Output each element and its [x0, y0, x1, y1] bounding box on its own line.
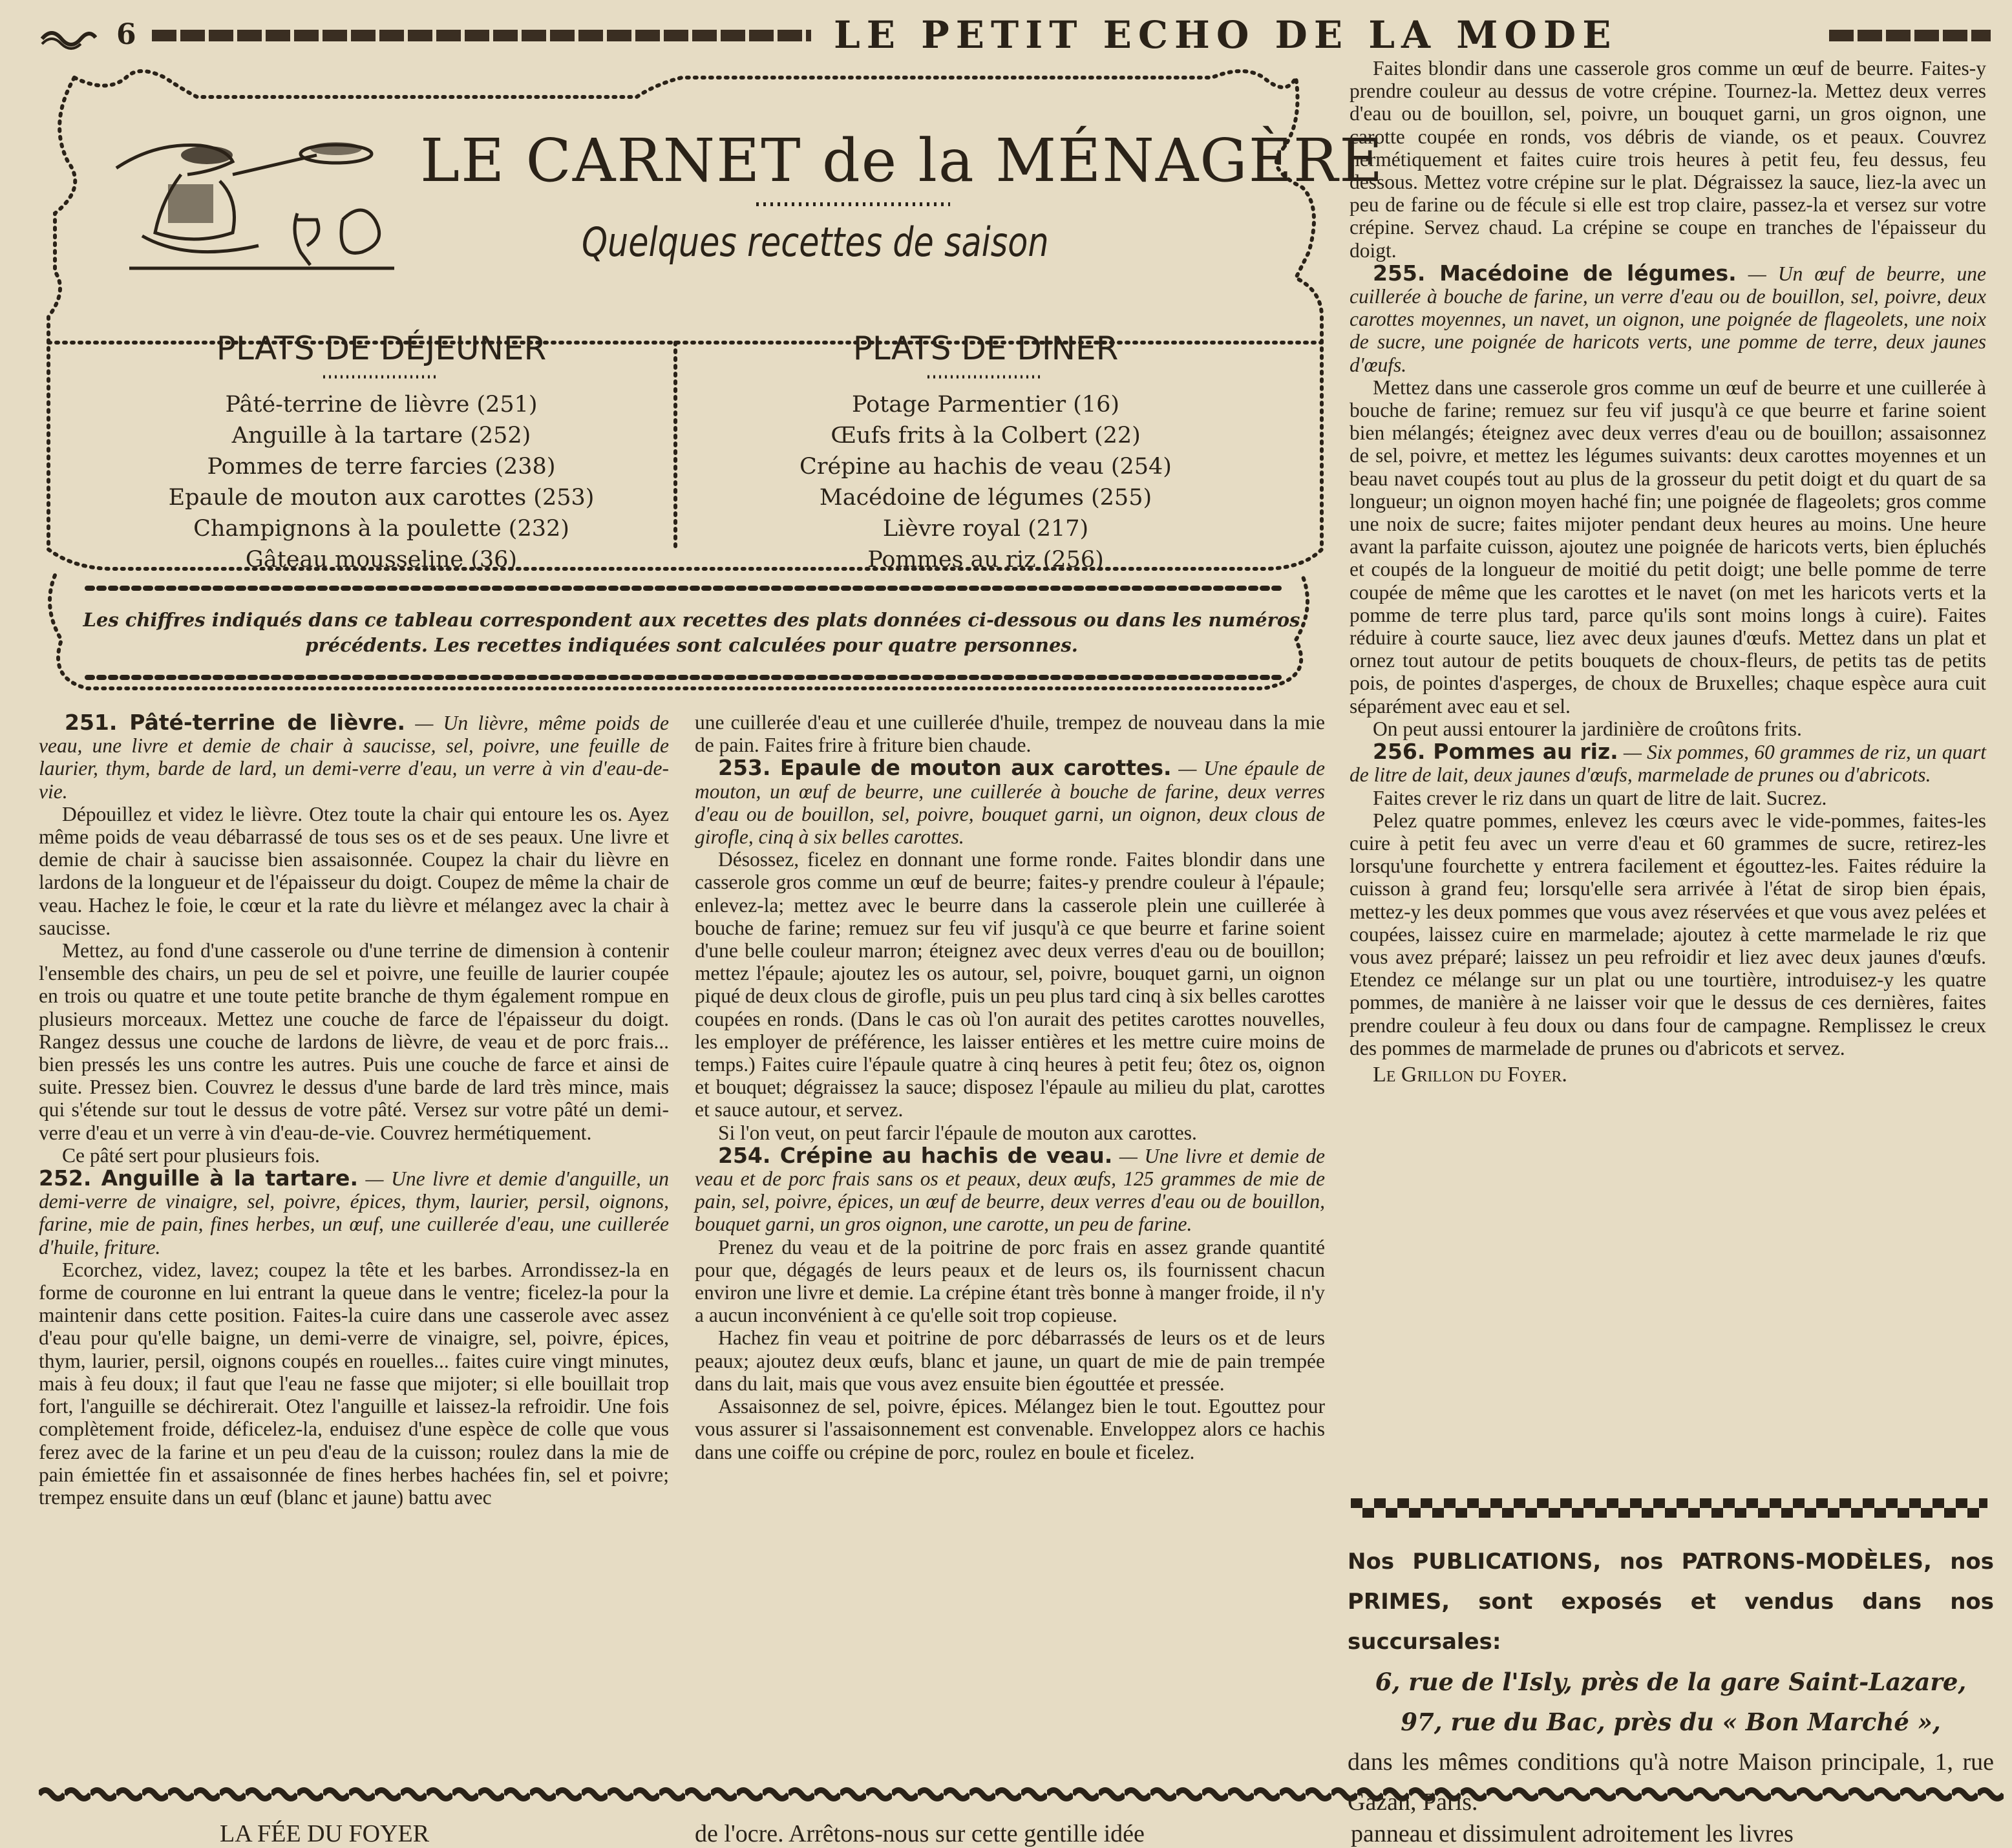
recipe-paragraph: Dépouillez et videz le lièvre. Otez toute la chair qui entoure les os. Ayez même poids de veau débarrassé de tous ses os et de ses peaux. Une livre et demie de chair à saucisse bien assaisonnée. Coupez la chair du lièvre en lardons de la longueur et de l'épaisseur du doigt. Coupez de même la chair de veau. Hachez le foie, le cœur et la rate du lièvre et mélangez avec la chair à saucisse. [39, 802, 669, 939]
menu-item: Pâté-terrine de lièvre (251) [225, 392, 538, 418]
recipe-paragraph: Faites crever le riz dans un quart de litre de lait. Sucrez. [1373, 786, 1827, 809]
recipe-paragraph: une cuillerée d'eau et une cuillerée d'huile, trempez de nouveau dans la mie de pain. Faites frire à friture bien chaude. [695, 711, 1325, 757]
dejeuner-list [65, 389, 698, 575]
recipe-title: 253. Epaule de mouton aux carottes. [718, 755, 1172, 781]
recipe-ingredients: — Une épaule de mouton, un œuf de beurre, une cuillerée à bouche de farine, deux verres d'eau ou de bouillon, sel, poivre, bouquet garni, un oignon, deux clous de girofle, cinq à six belles carottes. [695, 757, 1325, 849]
menu-item: Lièvre royal (217) [882, 516, 1089, 542]
recipe-title: 254. Crépine au hachis de veau. [718, 1142, 1113, 1168]
menu-item: Gâteau mousseline (36) [245, 547, 518, 573]
footer-wave-border [39, 1786, 2004, 1803]
checker-rule [1351, 1498, 1987, 1518]
recipe-title: 252. Anguille à la tartare. [39, 1165, 358, 1191]
recipe-paragraph: Désossez, ficelez en donnant une forme ronde. Faites blondir dans une casserole gros comme un œuf de beurre; faites-y prendre couleur à l'épaule; enlevez-la; mettez avec le beurre dans la casserole plein une cuillerée à bouche de farine; remuez sur feu vif jusqu'à ce que beurre et farine soient d'une belle couleur marron; éteignez avec deux verres d'eau ou de bouillon; mettez l'épaule; ajoutez les os autour, sel, poivre, bouquet garni, un oignon piqué de deux clous de girofle, puis un peu plus tard cinq à six belles carottes coupées en ronds. (Dans le cas où l'on aurait des petites carottes nouvelles, les employer de préférence, les laisser entières et les mettre cuire moins de temps.) Faites cuire l'épaule quatre à cinq heures à petit feu; ôtez os, oignon et bouquet; dégraissez la sauce; disposez l'épaule au milieu du plat, carottes et sauce autour, et servez. [695, 848, 1325, 1121]
carnet-subtitle: Quelques recettes de saison [582, 218, 1049, 266]
recipe-paragraph: Ecorchez, videz, lavez; coupez la tête et les barbes. Arrondissez-la en forme de couronne en lui entrant la queue dans le ventre; ficelez-la pour la maintenir dans cette position. Faites-la cuire dans une casserole avec assez d'eau pour qu'elle baigne, un demi-verre de vinaigre, sel, poivre, épices, thym, laurier, persil, oignons coupés en rouelles... faites cuire vingt minutes, mais à feu doux; il faut que l'eau ne fasse que mijoter; si elle bouillait trop fort, l'anguille se déchirerait. Otez l'anguille et laissez-la refroidir. Une fois complètement froide, déficelez-la, enduisez d'une espèce de colle que vous ferez avec de la farine et un peu d'eau de la cuisson; roulez dans la mie de pain émiettée fin et assaisonnée de fines herbes hachées fin, sel et poivre; trempez ensuite dans un œuf (blanc et jaune) battu avec [39, 1258, 669, 1509]
recipe-title: 255. Macédoine de légumes. [1373, 260, 1737, 286]
recipe-paragraph: Assaisonnez de sel, poivre, épices. Mélangez bien le tout. Egouttez pour vous assurer si l'assaisonnement est convenable. Enveloppez alors ce hachis dans une coiffe ou crépine de porc, roulez en boule et ficelez. [695, 1395, 1325, 1463]
recipe-paragraph: Mettez, au fond d'une casserole ou d'une terrine de dimension à contenir l'ensemble des chairs, un peu de sel et poivre, une feuille de laurier coupée en trois ou quatre et une toute petite branche de thym également rompue en plusieurs morceaux. Mettez une couche de farce de l'épaisseur du doigt. Rangez dessus une couche de lardons de lièvre, de veau et de porc frais... bien pressés les uns contre les autres. Puis une couche de farce et ainsi de suite. Pressez bien. Couvrez le dessus d'une barde de lard très mince, mais qui s'étende sur tout le dessus de votre pâté. Versez sur votre pâté un demi-verre d'eau et un verre à vin d'eau-de-vie. Couvrez hermétiquement. [39, 939, 669, 1144]
dejeuner-heading: PLATS DE DÉJEUNER [216, 330, 547, 367]
diner-heading: PLATS DE DINER [852, 330, 1119, 367]
footer-right-text: panneau et dissimulent adroitement les livres [1351, 1820, 1794, 1847]
menu-item: Anguille à la tartare (252) [231, 423, 531, 449]
recipe-title: 256. Pommes au riz. [1373, 739, 1618, 765]
column-1 [39, 711, 669, 1509]
footer-middle-text: de l'ocre. Arrêtons-nous sur cette gentille idée [695, 1820, 1145, 1847]
publications-address: 6, rue de l'Isly, près de la gare Saint-Lazare, [1375, 1668, 1967, 1696]
recipe-paragraph: Hachez fin veau et poitrine de porc débarrassés de leurs os et de leurs peaux; ajoutez deux œufs, blanc et jaune, un quart de mie de pain trempée dans du lait, mais que vous avez ensuite bien égouttée et pressée. [695, 1326, 1325, 1395]
recipe-ingredients: — Un lièvre, même poids de veau, une livre et demie de chair à saucisse, sel, poivre, une feuille de laurier, thym, barde de lard, un demi-verre d'eau, un verre à vin d'eau-de-vie. [39, 712, 669, 803]
column-3 [1350, 57, 1986, 1086]
menu-note: Les chiffres indiqués dans ce tableau correspondent aux recettes des plats données ci-dessous ou dans les numéros précédents. Les recettes indiquées sont calculées pour quatre personnes. [83, 609, 1300, 656]
page-number: 6 [116, 18, 136, 51]
footer-left-text: LA FÉE DU FOYER [220, 1820, 430, 1847]
cook-illustration [103, 123, 407, 278]
menu-item: Crépine au hachis de veau (254) [800, 454, 1172, 480]
menu-item: Macédoine de légumes (255) [819, 485, 1152, 511]
publications-notice [1348, 1542, 1994, 1822]
recipe-title: 251. Pâté-terrine de lièvre. [65, 710, 406, 735]
recipe-ingredients: — Une livre et demie d'anguille, un demi-verre de vinaigre, sel, poivre, épices, thym, laurier, persil, oignons, farine, mie de pain, fines herbes, un œuf, une cuillerée d'eau, une cuillerée d'huile, friture. [39, 1167, 669, 1259]
recipe-ingredients: — Une livre et demie de veau et de porc frais sans os et peaux, deux œufs, 125 grammes de mie de pain, sel, poivre, épices, un œuf de beurre, deux verres d'eau ou de bouillon, bouquet garni, un gros oignon, une carotte, un peu de farine. [695, 1144, 1325, 1236]
publications-line: dans les mêmes conditions qu'à notre Maison principale, 1, rue [1348, 1748, 1994, 1776]
publications-line: Nos PUBLICATIONS, nos PATRONS-MODÈLES, nos PRIMES, sont exposés et vendus dans nos succursales: [1348, 1549, 1994, 1655]
menu-item: Pommes de terre farcies (238) [207, 454, 556, 480]
menu-item: Potage Parmentier (16) [851, 392, 1120, 418]
menu-item: Epaule de mouton aux carottes (253) [168, 485, 595, 511]
carnet-title: LE CARNET de la MÉNAGÈRE [420, 126, 1384, 195]
recipe-ingredients: — Six pommes, 60 grammes de riz, un quart de litre de lait, deux jaunes d'œufs, marmelade de prunes ou d'abricots. [1350, 741, 1987, 787]
recipe-paragraph: On peut aussi entourer la jardinière de croûtons frits. [1373, 717, 1802, 740]
column-2 [695, 711, 1325, 1463]
menu-item: Pommes au riz (256) [867, 547, 1104, 573]
recipe-paragraph: Mettez dans une casserole gros comme un œuf de beurre et une cuillerée à bouche de farine; remuez sur feu vif jusqu'à ce que beurre et farine soient bien mélangés; éteignez avec deux verres d'eau ou de bouillon; assaisonnez de sel, poivre, et mettez les légumes suivants: deux carottes moyennes et un beau navet coupés tout au plus de la grosseur du petit doigt et du quart de sa longueur; un oignon moyen haché fin; une poignée de flageolets; gros comme une noix de sucre; faites mijoter pendant deux heures au moins. Une heure avant la parfaite cuisson, ajoutez une poignée de haricots verts, bien épluchés et coupés de la longueur de moitié du petit doigt; une belle pomme de terre coupée de même que les carottes et le navet (on met les haricots verts et la pomme de terre plus tard, parce qu'ils sont moins longs à cuire). Faites réduire à courte sauce, liez avec deux jaunes d'œufs. Mettez dans un plat et ornez tout autour de petits bouquets de choux-fleurs, de petits tas de petits pois, de pointes d'asperges, de choux de Bruxelles; chaque espèce aura cuit séparément avec eau et sel. [1350, 376, 1986, 717]
publications-address: 97, rue du Bac, près du « Bon Marché », [1401, 1708, 1941, 1736]
recipe-ingredients: — Un œuf de beurre, une cuillerée à bouche de farine, un verre d'eau ou de bouillon, sel, poivre, deux carottes moyennes, un navet, un oignon, une poignée de flageolets, une noix de sucre, une poignée de haricots verts, une pomme de terre, deux jaunes d'œufs. [1350, 262, 1987, 376]
diner-list [685, 389, 1286, 575]
diner-dotted-rule [927, 374, 1044, 380]
recipe-paragraph: Prenez du veau et de la poitrine de porc frais en assez grande quantité pour que, dégagés de leurs peaux et de leurs os, ils fournissent chacun environ une livre et demie. La crépine étant très bonne à manger froide, il n'y a aucun inconvénient à ce qu'elle soit trop copieuse. [695, 1235, 1325, 1327]
recipe-paragraph: Pelez quatre pommes, enlevez les cœurs avec le vide-pommes, faites-les cuire à petit feu avec un verre d'eau et 60 grammes de sucre, retirez-les lorsqu'une fourchette y entrera facilement et égouttez-les. Faites réduire la cuisson à grand feu; lorsqu'elle sera arrivée à l'état de sirop bien épais, mettez-y les deux pommes que vous avez réservées et que vous avez pelées et coupées, laissez cuire en marmelade; ajoutez à cette marmelade le riz que vous avez préparé; laissez un peu refroidir et liez avec deux jaunes d'œufs. Etendez ce mélange sur un plat ou une tourtière, introduisez-y les quatre pommes, de manière à ne laisser voir que le dessus de ces dernières, faites prendre couleur à feu doux ou dans four de campagne. Remplissez le creux des pommes de marmelade de prunes ou d'abricots et servez. [1350, 809, 1986, 1059]
recipe-paragraph: Ce pâté sert pour plusieurs fois. [62, 1143, 320, 1167]
masthead-title: LE PETIT ECHO DE LA MODE [834, 13, 1618, 57]
dejeuner-dotted-rule [323, 374, 439, 380]
menu-item: Œufs frits à la Colbert (22) [831, 423, 1141, 449]
masthead-rule-left [152, 30, 811, 41]
masthead-rule-right [1829, 30, 1991, 41]
signature: Le Grillon du Foyer. [1373, 1062, 1567, 1087]
masthead-ornament-icon [39, 26, 97, 52]
menu-item: Champignons à la poulette (232) [193, 516, 569, 542]
title-dotted-rule [756, 200, 950, 208]
recipe-paragraph: Si l'on veut, on peut farcir l'épaule de mouton aux carottes. [718, 1121, 1197, 1144]
recipe-paragraph: Faites blondir dans une casserole gros comme un œuf de beurre. Faites-y prendre couleur au dessus de votre crépine. Tournez-la. Mettez deux verres d'eau ou de bouillon, sel, poivre, un bouquet garni, un gros oignon, une carotte coupée en ronds, vos débris de viande, os et peaux. Couvrez hermétiquement et faites cuire trois heures à petit feu, feu dessus, feu dessous. Mettez votre crépine sur le plat. Dégraissez la sauce, liez-la avec un peu de farine ou de fécule si elle est trop claire, passez-la et versez sur votre crépine. Servez chaud. La crépine se coupe en tranches de l'épaisseur du doigt. [1350, 57, 1986, 262]
